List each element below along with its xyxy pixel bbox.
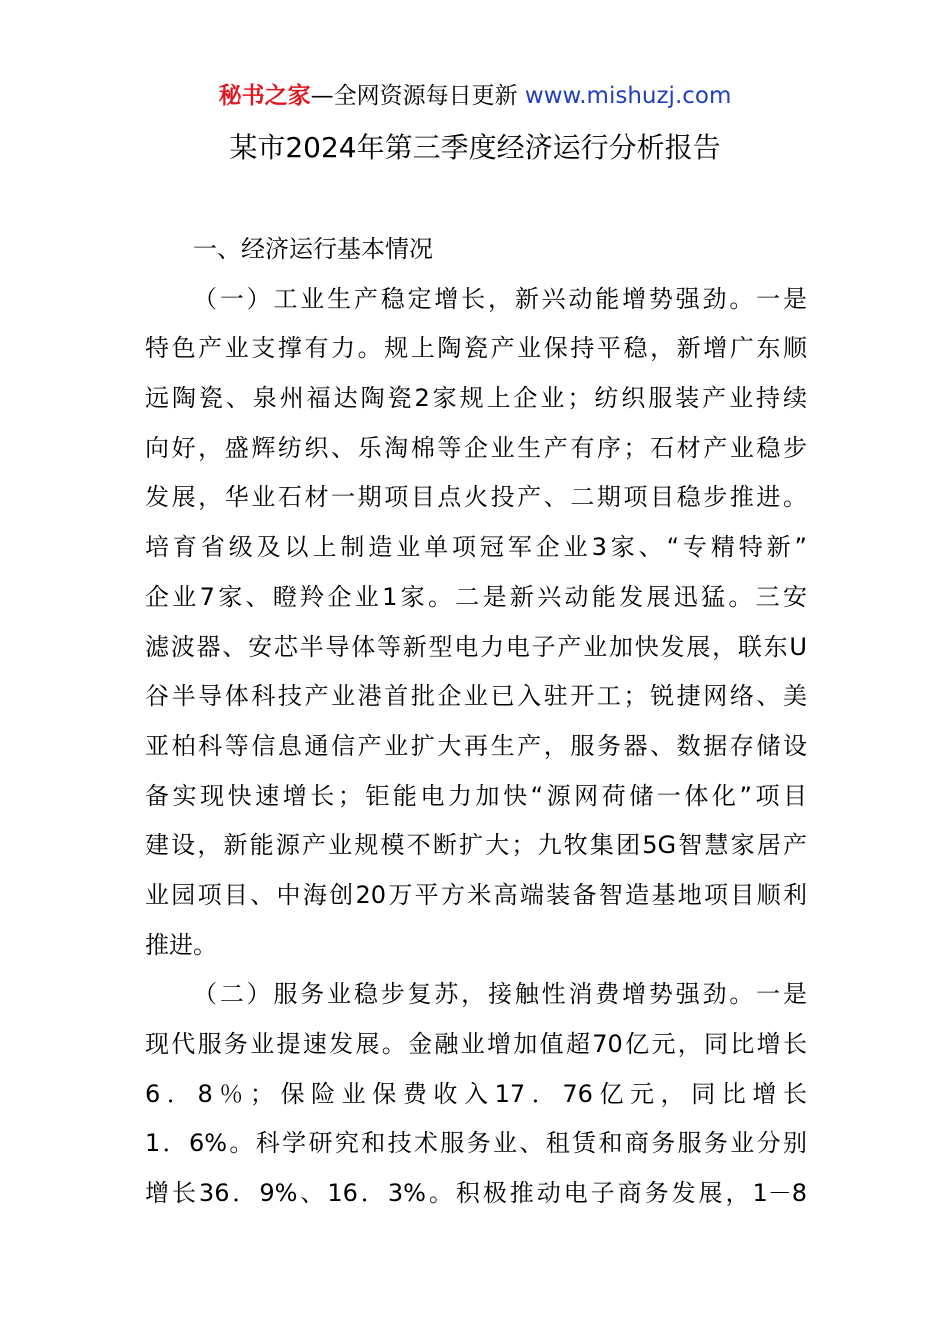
paragraph-line: 推进。 [145, 930, 217, 959]
site-banner [0, 80, 950, 112]
paragraph-line: 培育省级及以上制造业单项冠军企业3家、“专精特新” [145, 533, 807, 562]
section-heading: 一、经济运行基本情况 [193, 235, 433, 263]
paragraph-line: 远陶瓷、泉州福达陶瓷2家规上企业；纺织服装产业持续 [145, 384, 807, 413]
paragraph-line: 企业7家、瞪羚企业1家。二是新兴动能发展迅猛。三安 [145, 582, 807, 611]
paragraph-line: 特色产业支撑有力。规上陶瓷产业保持平稳，新增广东顺 [145, 334, 807, 363]
paragraph-line: 备实现快速增长；钜能电力加快“源网荷储一体化”项目 [145, 781, 807, 810]
paragraph-line: 现代服务业提速发展。金融业增加值超70亿元，同比增长 [145, 1030, 807, 1058]
paragraph-line: 6．8％；保险业保费收入17．76亿元，同比增长 [145, 1079, 807, 1108]
banner-url-link[interactable]: www.mishuzj.com [524, 83, 732, 109]
banner-tagline: —全网资源每日更新 [310, 83, 525, 109]
paragraph-line: 亚柏科等信息通信产业扩大再生产，服务器、数据存储设 [145, 731, 807, 760]
paragraph-line: 建设，新能源产业规模不断扩大；九牧集团5G智慧家居产 [145, 831, 807, 860]
paragraph-line: （二）服务业稳步复苏，接触性消费增势强劲。一是 [193, 980, 807, 1009]
paragraph-line: 发展，华业石材一期项目点火投产、二期项目稳步推进。 [145, 483, 807, 512]
banner-brand: 秘书之家 [218, 83, 311, 109]
document-title: 某市2024年第三季度经济运行分析报告 [229, 131, 721, 164]
paragraph-line: 增长36．9%、16．3%。积极推动电子商务发展，1－8 [145, 1179, 807, 1208]
paragraph-line: 向好，盛辉纺织、乐淘棉等企业生产有序；石材产业稳步 [145, 433, 807, 462]
document-body [145, 225, 807, 1219]
paragraph-line: 谷半导体科技产业港首批企业已入驻开工；锐捷网络、美 [145, 682, 807, 711]
paragraph-line: 1．6%。科学研究和技术服务业、租赁和商务服务业分别 [145, 1129, 807, 1158]
paragraph-line: 业园项目、中海创20万平方米高端装备智造基地项目顺利 [145, 880, 807, 909]
paragraph-line: （一）工业生产稳定增长，新兴动能增势强劲。一是 [193, 284, 807, 313]
paragraph-line: 滤波器、安芯半导体等新型电力电子产业加快发展，联东U [145, 632, 807, 661]
